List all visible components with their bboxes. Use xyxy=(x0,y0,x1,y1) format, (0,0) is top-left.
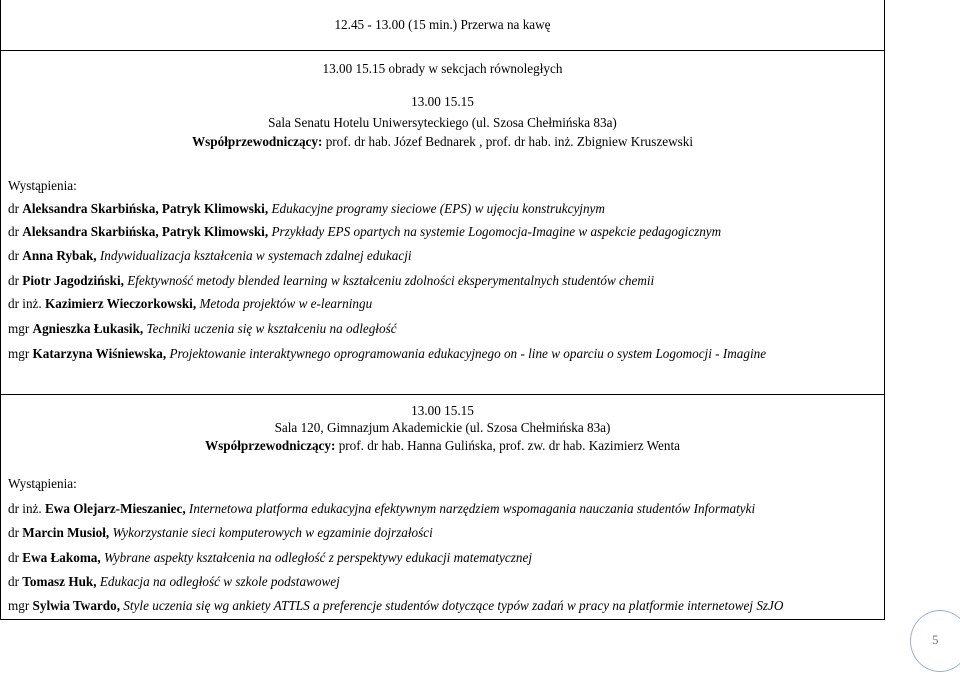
cochairs-label: Współprzewodniczący: xyxy=(204,438,336,453)
talk-item: mgr Agnieszka Łukasik, Techniki uczenia się w kształceniu na odległość xyxy=(8,321,397,336)
talk-item: dr Anna Rybak, Indywidualizacja kształcenia w systemach zdalnej edukacji xyxy=(8,248,412,263)
break-text: 12.45 - 13.00 (15 min.) Przerwa na kawę xyxy=(334,17,551,32)
talk-item: dr Ewa Łakoma, Wybrane aspekty kształcenia na odległość z perspektywy edukacji matematycznej xyxy=(8,550,532,565)
parallel-sessions-text: 13.00 15.15 obrady w sekcjach równoległych xyxy=(322,61,563,76)
section-2-place: Sala 120, Gimnazjum Akademickie (ul. Szosa Chełmińska 83a) xyxy=(274,420,611,435)
talk-item: dr inż. Kazimierz Wieczorkowski, Metoda projektów w e-learningu xyxy=(8,296,373,311)
talk-item: mgr Katarzyna Wiśniewska, Projektowanie interaktywnego oprogramowania edukacyjnego on - line w oparciu o system Logomocji - Imagine xyxy=(8,346,767,361)
section-2-time: 13.00 15.15 xyxy=(411,403,474,418)
cochairs-names: prof. dr hab. Hanna Gulińska, prof. zw. dr hab. Kazimierz Wenta xyxy=(335,438,681,453)
section-1-box xyxy=(0,50,885,395)
break-box xyxy=(0,0,885,51)
talk-item: dr Aleksandra Skarbińska, Patryk Klimowski, Przykłady EPS opartych na systemie Logomocja-Imagine w aspekcie pedagogicznym xyxy=(8,224,722,239)
talk-item: dr Piotr Jagodziński, Efektywność metody blended learning w kształceniu zdolności eksperymentalnych studentów chemii xyxy=(8,273,655,288)
talk-item: dr inż. Ewa Olejarz-Mieszaniec, Internetowa platforma edukacyjna efektywnym narzędziem wspomagania nauczania studentów Informatyki xyxy=(8,501,756,516)
talk-item: dr Tomasz Huk, Edukacja na odległość w szkole podstawowej xyxy=(8,574,340,589)
section-1-talks-label: Wystąpienia: xyxy=(8,178,77,193)
section-1-place: Sala Senatu Hotelu Uniwersyteckiego (ul. Szosa Chełmińska 83a) xyxy=(268,115,617,130)
cochairs-names: prof. dr hab. Józef Bednarek , prof. dr hab. inż. Zbigniew Kruszewski xyxy=(322,134,693,149)
section-1-time: 13.00 15.15 xyxy=(411,94,474,109)
page-number: 5 xyxy=(932,632,939,647)
section-2-talks-label: Wystąpienia: xyxy=(8,476,77,491)
section-2-cochairs xyxy=(1,438,884,454)
talk-item: dr Marcin Musioł, Wykorzystanie sieci komputerowych w egzaminie dojrzałości xyxy=(8,525,433,540)
talk-item: mgr Sylwia Twardo, Style uczenia się wg ankiety ATTLS a preferencje studentów dotyczące typów zadań w pracy na platformie internetowej SzJO xyxy=(8,598,784,613)
section-2-box xyxy=(0,394,885,620)
cochairs-label: Współprzewodniczący: xyxy=(191,134,323,149)
section-1-cochairs xyxy=(1,134,884,150)
talk-item: dr Aleksandra Skarbińska, Patryk Klimowski, Edukacyjne programy sieciowe (EPS) w ujęciu konstrukcyjnym xyxy=(8,201,605,216)
